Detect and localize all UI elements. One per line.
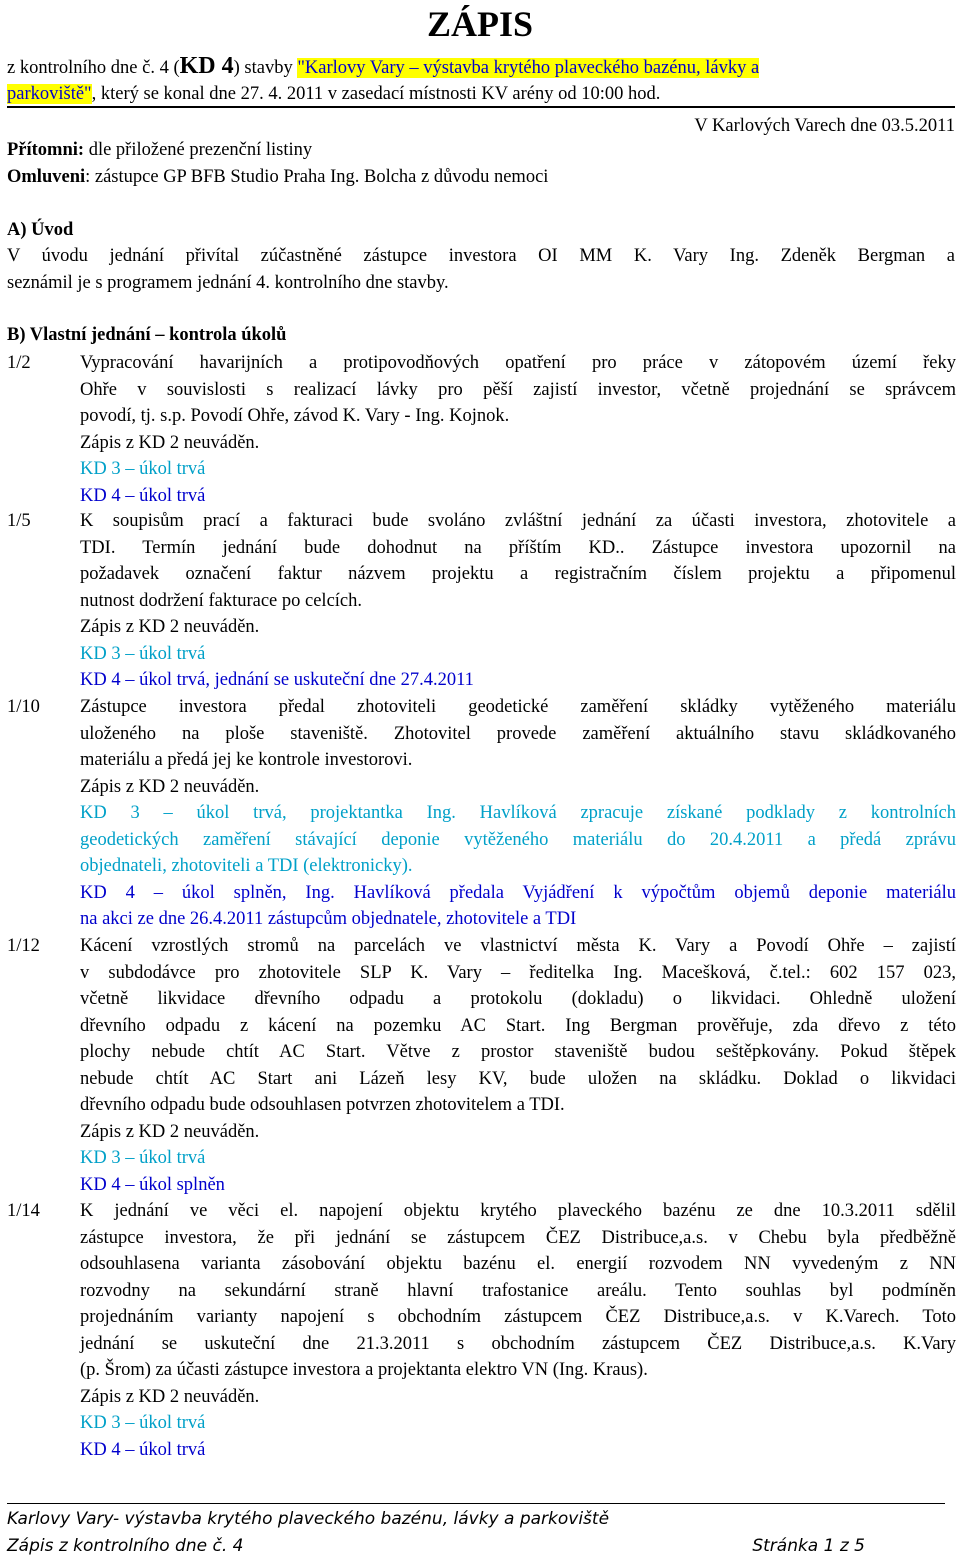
item-text-line: (p. Šrom) za účasti zástupce investora a projektanta elektro VN (Ing. Kraus). <box>80 1360 648 1380</box>
intro-suffix: , který se konal dne 27. 4. 2011 v zasedací místnosti KV arény od 10:00 hod. <box>91 84 661 104</box>
intro-paragraph <box>7 53 955 107</box>
footer-minutes: Zápis z kontrolního dne č. 4 <box>7 1536 244 1556</box>
item-number: 1/10 <box>7 697 40 717</box>
kd4-status: KD 4 – úkol splněn <box>80 1174 225 1195</box>
kd3-status: KD 3 – úkol trvá <box>80 1148 206 1168</box>
item-body <box>80 694 956 933</box>
item-text-line: jednání se uskuteční dne 21.3.2011 s obchodním zástupcem ČEZ Distribuce,a.s. K.Vary <box>80 1333 956 1354</box>
kd4-status: KD 4 – úkol trvá <box>80 485 206 506</box>
item-body <box>80 933 956 1198</box>
intro-mid: ) stavby <box>233 58 298 78</box>
kd2-status: Zápis z KD 2 neuváděn. <box>80 1386 260 1407</box>
footer-rule <box>7 1503 945 1504</box>
kd4-status: KD 4 – úkol trvá <box>80 1439 206 1460</box>
item-text-line: Ohře v souvislosti s realizací lávky pro pěší zajistí investor, včetně projednání se správcem <box>80 379 956 400</box>
item-number: 1/2 <box>7 353 31 373</box>
item-text-line: K soupisům prací a fakturaci bude svoláno zvláštní jednání za účasti investora, zhotovitele a <box>80 511 956 531</box>
kd3-status: KD 3 – úkol trvá <box>80 643 206 664</box>
kd4-status: KD 4 – úkol splněn, Ing. Havlíková předala Vyjádření k výpočtům objemů deponie materiálu <box>80 882 956 903</box>
item-text-line: Zástupce investora předal zhotoviteli geodetické zaměření skládky vytěženého materiálu <box>80 697 956 717</box>
item-number: 1/12 <box>7 936 40 956</box>
item-text-line: K jednání ve věci el. napojení objektu krytého plaveckého bazénu ze dne 10.3.2011 sdělil <box>80 1201 956 1221</box>
item-text-line: požadavek označení faktur názvem projektu a registračním číslem projektu a připomenul <box>80 564 956 584</box>
kd4-status: na akci ze dne 26.4.2011 zástupcům objednatele, zhotovitele a TDI <box>80 909 577 929</box>
item-text-line: Kácení vzrostlých stromů na parcelách ve vlastnictví města K. Vary a Povodí Ohře – zajistí <box>80 936 956 956</box>
intro-kd: KD 4 <box>179 53 234 79</box>
item-text-line: nutnost dodržení fakturace po celcích. <box>80 590 363 611</box>
item-text-line: včetně likvidace dřevního odpadu a protokolu (dokladu) o likvidaci. Ohledně uložení <box>80 989 956 1009</box>
section-a-line: seznámil je s programem jednání 4. kontrolního dne stavby. <box>7 272 449 293</box>
kd2-status: Zápis z KD 2 neuváděn. <box>80 1121 260 1142</box>
section-b-heading: B) Vlastní jednání – kontrola úkolů <box>7 325 287 345</box>
kd3-status: KD 3 – úkol trvá, projektantka Ing. Havlíková zpracuje získané podklady z kontrolních <box>80 803 956 823</box>
item-body <box>80 350 956 509</box>
item-text-line: odsouhlasena varianta zásobování objektu bazénu el. energií rozvodem NN vyvedeným z NN <box>80 1254 956 1274</box>
item-text-line: materiálu a předá jej ke kontrole investorovi. <box>80 750 413 770</box>
page-title: ZÁPIS <box>426 4 534 44</box>
kd2-status: Zápis z KD 2 neuváděn. <box>80 432 260 453</box>
item-text-line: projednáním varianty napojení s obchodním zástupcem ČEZ Distribuce,a.s. v K.Varech. Toto <box>80 1307 956 1327</box>
header-rule <box>7 106 955 108</box>
item-text-line: TDI. Termín jednání bude dohodnut na příštím KD.. Zástupce investora upozornil na <box>80 537 956 558</box>
item-body <box>80 508 956 694</box>
item-text-line: Vypracování havarijních a protipovodňových opatření pro práce v zátopovém území řeky <box>80 353 956 373</box>
item-text-line: rozvodny na sekundární straně hlavní trafostanice areálu. Tento souhlas byl podmíněn <box>80 1280 956 1301</box>
kd3-status: KD 3 – úkol trvá <box>80 459 206 479</box>
footer-line2 <box>7 1534 947 1558</box>
excused-line <box>7 164 548 191</box>
kd2-status: Zápis z KD 2 neuváděn. <box>80 617 260 637</box>
item-number: 1/14 <box>7 1201 40 1221</box>
date-line: V Karlových Varech dne 03.5.2011 <box>694 116 955 136</box>
kd3-status: KD 3 – úkol trvá <box>80 1413 206 1433</box>
project-name-line2: parkoviště" <box>7 84 92 104</box>
excused-text: : zástupce GP BFB Studio Praha Ing. Bolcha z důvodu nemoci <box>85 167 549 187</box>
item-text-line: dřevního odpadu z kácení na pozemku AC Start. Ing Bergman prověřuje, zda dřevo z této <box>80 1015 956 1036</box>
section-a-line: V úvodu jednání přivítal zúčastněné zástupce investora OI MM K. Vary Ing. Zdeněk Bergman a <box>7 246 955 266</box>
kd4-status: KD 4 – úkol trvá, jednání se uskuteční dne 27.4.2011 <box>80 670 474 690</box>
item-text-line: povodí, tj. s.p. Povodí Ohře, závod K. Vary - Ing. Kojnok. <box>80 406 510 426</box>
present-label: Přítomni: <box>7 140 85 160</box>
item-text-line: dřevního odpadu bude odsouhlasen potvrzen zhotovitelem a TDI. <box>80 1095 565 1115</box>
intro-prefix: z kontrolního dne č. 4 ( <box>7 58 180 78</box>
project-name-line1: "Karlovy Vary – výstavba krytého plaveckého bazénu, lávky a <box>297 58 760 78</box>
item-text-line: plochy nebude chtít AC Start. Větve z prostor staveniště budou seštěpkovány. Pokud štěpek <box>80 1042 956 1062</box>
item-text-line: nebude chtít AC Start ani Lázeň lesy KV, bude uložen na skládku. Doklad o likvidaci <box>80 1068 956 1089</box>
kd3-status: geodetických zaměření stávající deponie vytěženého materiálu do 20.4.2011 a předá zprávu <box>80 829 956 850</box>
excused-label: Omluveni <box>7 167 86 187</box>
item-text-line: zástupce investora, že při jednání se zástupcem ČEZ Distribuce,a.s. v Chebu byla předběžně <box>80 1227 956 1248</box>
present-line <box>7 137 312 164</box>
footer-project: Karlovy Vary- výstavba krytého plaveckého bazénu, lávky a parkoviště <box>7 1509 610 1529</box>
item-number: 1/5 <box>7 511 31 531</box>
present-text: dle přiložené prezenční listiny <box>84 140 313 160</box>
kd3-status: objednateli, zhotoviteli a TDI (elektronicky). <box>80 856 413 876</box>
section-a-text <box>7 243 955 296</box>
item-body <box>80 1198 956 1463</box>
item-text-line: uloženého na ploše staveniště. Zhotovitel provede zaměření aktuálního stavu skládkovaného <box>80 723 956 744</box>
section-a-heading: A) Úvod <box>7 220 74 240</box>
footer-page-number: Stránka 1 z 5 <box>752 1536 865 1556</box>
item-text-line: v subdodávce pro zhotovitele SLP K. Vary – ředitelka Ing. Macešková, č.tel.: 602 157 023, <box>80 962 956 983</box>
kd2-status: Zápis z KD 2 neuváděn. <box>80 776 260 797</box>
